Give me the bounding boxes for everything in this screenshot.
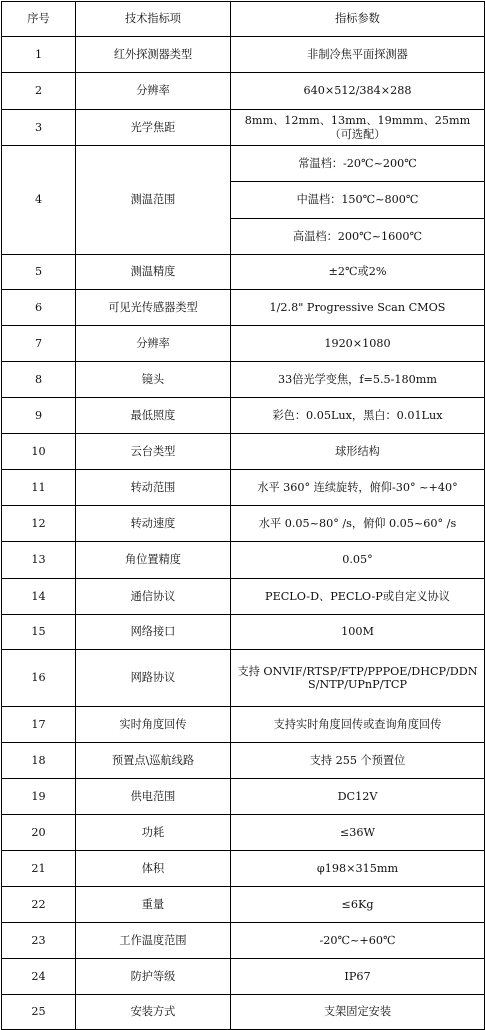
row-no: 13 xyxy=(2,542,76,579)
table-row xyxy=(2,707,485,743)
row-no: 5 xyxy=(2,255,76,290)
row-item: 最低照度 xyxy=(76,398,231,434)
row-value: 支持 255 个预置位 xyxy=(231,743,485,779)
header-item: 技术指标项 xyxy=(76,2,231,37)
row-item: 通信协议 xyxy=(76,579,231,615)
row-item: 供电范围 xyxy=(76,779,231,815)
row-no: 15 xyxy=(2,615,76,650)
row-value: PECLO-D、PECLO-P或自定义协议 xyxy=(231,579,485,615)
row-value: 8mm、12mm、13mm、19mmm、25mm（可选配） xyxy=(231,110,485,146)
row-subvalue: 中温档：150℃~800℃ xyxy=(231,182,485,219)
row-item: 预置点\巡航线路 xyxy=(76,743,231,779)
table-row xyxy=(2,146,485,182)
table-row xyxy=(2,506,485,542)
row-item: 测温精度 xyxy=(76,255,231,290)
table-row xyxy=(2,362,485,398)
row-item: 安装方式 xyxy=(76,995,231,1030)
row-value: 640×512/384×288 xyxy=(231,73,485,110)
row-item: 测温范围 xyxy=(76,146,231,255)
row-no: 7 xyxy=(2,326,76,362)
row-no: 17 xyxy=(2,707,76,743)
row-item: 功耗 xyxy=(76,815,231,851)
row-no: 19 xyxy=(2,779,76,815)
row-item: 镜头 xyxy=(76,362,231,398)
table-row xyxy=(2,923,485,959)
row-no: 10 xyxy=(2,434,76,470)
row-value: 支持 ONVIF/RTSP/FTP/PPPOE/DHCP/DDNS/NTP/UPnP/TCP xyxy=(231,650,485,707)
row-no: 11 xyxy=(2,470,76,506)
row-value: φ198×315mm xyxy=(231,851,485,887)
table-row xyxy=(2,434,485,470)
table-row xyxy=(2,470,485,506)
row-no: 18 xyxy=(2,743,76,779)
table-row xyxy=(2,37,485,73)
table-row xyxy=(2,542,485,579)
row-value: 彩色：0.05Lux，黑白：0.01Lux xyxy=(231,398,485,434)
header-value: 指标参数 xyxy=(231,2,485,37)
spec-table xyxy=(1,1,485,1030)
table-row xyxy=(2,398,485,434)
row-value: -20℃~+60℃ xyxy=(231,923,485,959)
row-item: 转动范围 xyxy=(76,470,231,506)
row-no: 2 xyxy=(2,73,76,110)
table-row xyxy=(2,650,485,707)
row-item: 网路协议 xyxy=(76,650,231,707)
row-value: IP67 xyxy=(231,959,485,995)
table-row xyxy=(2,743,485,779)
header-no: 序号 xyxy=(2,2,76,37)
row-no: 24 xyxy=(2,959,76,995)
row-no: 23 xyxy=(2,923,76,959)
row-item: 光学焦距 xyxy=(76,110,231,146)
row-no: 14 xyxy=(2,579,76,615)
row-subvalue: 常温档：-20℃~200℃ xyxy=(231,146,485,182)
row-no: 22 xyxy=(2,887,76,923)
table-row xyxy=(2,110,485,146)
row-item: 分辨率 xyxy=(76,326,231,362)
row-no: 4 xyxy=(2,146,76,255)
row-value: 0.05° xyxy=(231,542,485,579)
row-value: 33倍光学变焦，f=5.5-180mm xyxy=(231,362,485,398)
row-item: 体积 xyxy=(76,851,231,887)
row-no: 8 xyxy=(2,362,76,398)
row-item: 工作温度范围 xyxy=(76,923,231,959)
row-item: 网络接口 xyxy=(76,615,231,650)
row-value: ±2℃或2% xyxy=(231,255,485,290)
table-row xyxy=(2,815,485,851)
row-no: 9 xyxy=(2,398,76,434)
row-no: 21 xyxy=(2,851,76,887)
row-value: ≤6Kg xyxy=(231,887,485,923)
row-value: 水平 0.05~80° /s，俯仰 0.05~60° /s xyxy=(231,506,485,542)
table-row xyxy=(2,326,485,362)
row-item: 可见光传感器类型 xyxy=(76,290,231,326)
header-row xyxy=(2,2,485,37)
row-item: 云台类型 xyxy=(76,434,231,470)
row-value: ≤36W xyxy=(231,815,485,851)
row-no: 3 xyxy=(2,110,76,146)
row-value: 1920×1080 xyxy=(231,326,485,362)
table-row xyxy=(2,255,485,290)
row-item: 角位置精度 xyxy=(76,542,231,579)
table-row xyxy=(2,959,485,995)
table-row xyxy=(2,579,485,615)
row-no: 16 xyxy=(2,650,76,707)
table-row xyxy=(2,851,485,887)
row-no: 1 xyxy=(2,37,76,73)
row-value: 非制冷焦平面探测器 xyxy=(231,37,485,73)
row-item: 防护等级 xyxy=(76,959,231,995)
row-value: 球形结构 xyxy=(231,434,485,470)
row-no: 12 xyxy=(2,506,76,542)
table-row xyxy=(2,615,485,650)
table-row xyxy=(2,73,485,110)
row-value: 支持实时角度回传或查询角度回传 xyxy=(231,707,485,743)
row-subvalue: 高温档：200℃~1600℃ xyxy=(231,219,485,255)
row-no: 25 xyxy=(2,995,76,1030)
table-row xyxy=(2,887,485,923)
row-item: 重量 xyxy=(76,887,231,923)
row-item: 分辨率 xyxy=(76,73,231,110)
row-item: 实时角度回传 xyxy=(76,707,231,743)
row-item: 转动速度 xyxy=(76,506,231,542)
row-value: 水平 360° 连续旋转，俯仰-30° ~+40° xyxy=(231,470,485,506)
row-value: 支架固定安装 xyxy=(231,995,485,1030)
row-value: 1/2.8" Progressive Scan CMOS xyxy=(231,290,485,326)
table-row xyxy=(2,995,485,1030)
row-no: 20 xyxy=(2,815,76,851)
row-item: 红外探测器类型 xyxy=(76,37,231,73)
row-value: 100M xyxy=(231,615,485,650)
row-value: DC12V xyxy=(231,779,485,815)
table-row xyxy=(2,779,485,815)
table-row xyxy=(2,290,485,326)
row-no: 6 xyxy=(2,290,76,326)
